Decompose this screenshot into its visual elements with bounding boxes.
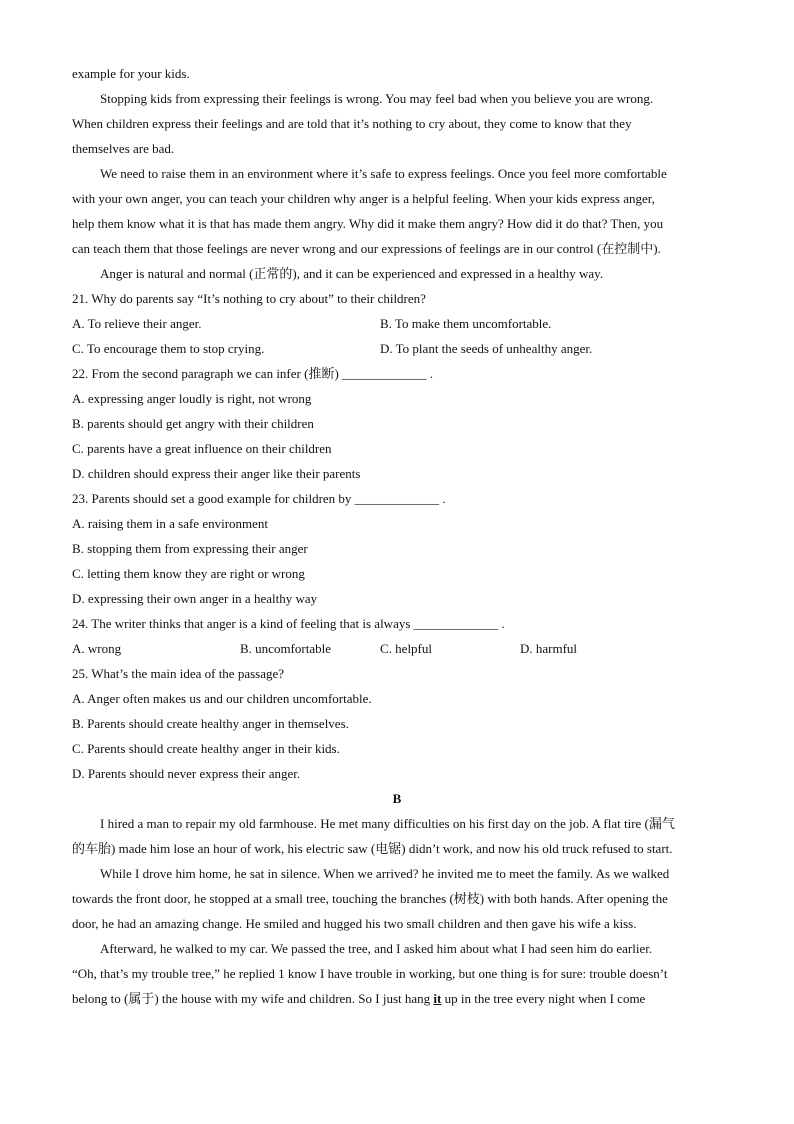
question-stem-22: 22. From the second paragraph we can infer (推断) _____________ . [72, 366, 434, 381]
question-stem-23: 23. Parents should set a good example for children by _____________ . [72, 491, 446, 506]
paragraph-line: themselves are bad. [72, 141, 175, 156]
option-21-d: D. To plant the seeds of unhealthy anger. [380, 341, 593, 356]
paragraph-line: door, he had an amazing change. He smiled and hugged his two small children and then gave his wife a kiss. [72, 916, 637, 931]
option-24-a: A. wrong [72, 641, 122, 656]
option-21-c: C. To encourage them to stop crying. [72, 341, 265, 356]
section-heading: B [392, 791, 402, 806]
paragraph-line: with your own anger, you can teach your children why anger is a helpful feeling. When your kids express anger, [72, 191, 655, 206]
paragraph-line: Afterward, he walked to my car. We passed the tree, and I asked him about what I had seen him do earlier. [100, 941, 653, 956]
option-24-b: B. uncomfortable [240, 641, 331, 656]
paragraph-line: can teach them that those feelings are never wrong and our expressions of feelings are in our control (在控制中). [72, 241, 661, 256]
paragraph-line: 的车胎) made him lose an hour of work, his electric saw (电锯) didn’t work, and now his old truck refused to start. [72, 841, 673, 856]
question-stem-24: 24. The writer thinks that anger is a kind of feeling that is always _____________ . [72, 616, 505, 631]
paragraph-line: Stopping kids from expressing their feelings is wrong. You may feel bad when you believe you are wrong. [100, 91, 654, 106]
underlined-word: it [433, 991, 442, 1006]
paragraph-line: While I drove him home, he sat in silence. When we arrived? he invited me to meet the family. As we walked [100, 866, 670, 881]
option-25-b: B. Parents should create healthy anger in themselves. [72, 716, 349, 731]
option-23-c: C. letting them know they are right or wrong [72, 566, 305, 581]
option-22-b: B. parents should get angry with their children [72, 416, 314, 431]
text-run: belong to (属于) the house with my wife and children. So I just hang [72, 991, 434, 1006]
option-22-a: A. expressing anger loudly is right, not wrong [72, 391, 312, 406]
option-24-d: D. harmful [520, 641, 578, 656]
option-22-c: C. parents have a great influence on their children [72, 441, 332, 456]
text-run: up in the tree every night when I come [441, 991, 646, 1006]
option-23-d: D. expressing their own anger in a healthy way [72, 591, 318, 606]
paragraph-line: I hired a man to repair my old farmhouse. He met many difficulties on his first day on the job. A flat tire (漏气 [100, 816, 675, 831]
option-25-a: A. Anger often makes us and our children uncomfortable. [72, 691, 372, 706]
question-stem-21: 21. Why do parents say “It’s nothing to cry about” to their children? [72, 291, 426, 306]
paragraph-line: “Oh, that’s my trouble tree,” he replied 1 know I have trouble in working, but one thing is for sure: trouble doesn’t [72, 966, 668, 981]
paragraph-line: help them know what it is that has made them angry. Why did it make them angry? How did it do that? Then, you [72, 216, 664, 231]
option-24-c: C. helpful [380, 641, 432, 656]
paragraph-line: We need to raise them in an environment where it’s safe to express feelings. Once you feel more comfortable [100, 166, 667, 181]
option-21-a: A. To relieve their anger. [72, 316, 202, 331]
option-21-b: B. To make them uncomfortable. [380, 316, 552, 331]
option-23-a: A. raising them in a safe environment [72, 516, 269, 531]
question-stem-25: 25. What’s the main idea of the passage? [72, 666, 285, 681]
option-25-d: D. Parents should never express their anger. [72, 766, 301, 781]
paragraph-line: towards the front door, he stopped at a small tree, touching the branches (树枝) with both hands. After opening the [72, 891, 668, 906]
option-22-d: D. children should express their anger like their parents [72, 466, 361, 481]
option-25-c: C. Parents should create healthy anger in their kids. [72, 741, 340, 756]
paragraph-line: Anger is natural and normal (正常的), and it can be experienced and expressed in a healthy way. [100, 266, 604, 281]
paragraph-line: When children express their feelings and are told that it’s nothing to cry about, they come to know that they [72, 116, 632, 131]
paragraph-line: example for your kids. [72, 66, 190, 81]
paragraph-line [72, 991, 645, 1007]
option-23-b: B. stopping them from expressing their anger [72, 541, 308, 556]
